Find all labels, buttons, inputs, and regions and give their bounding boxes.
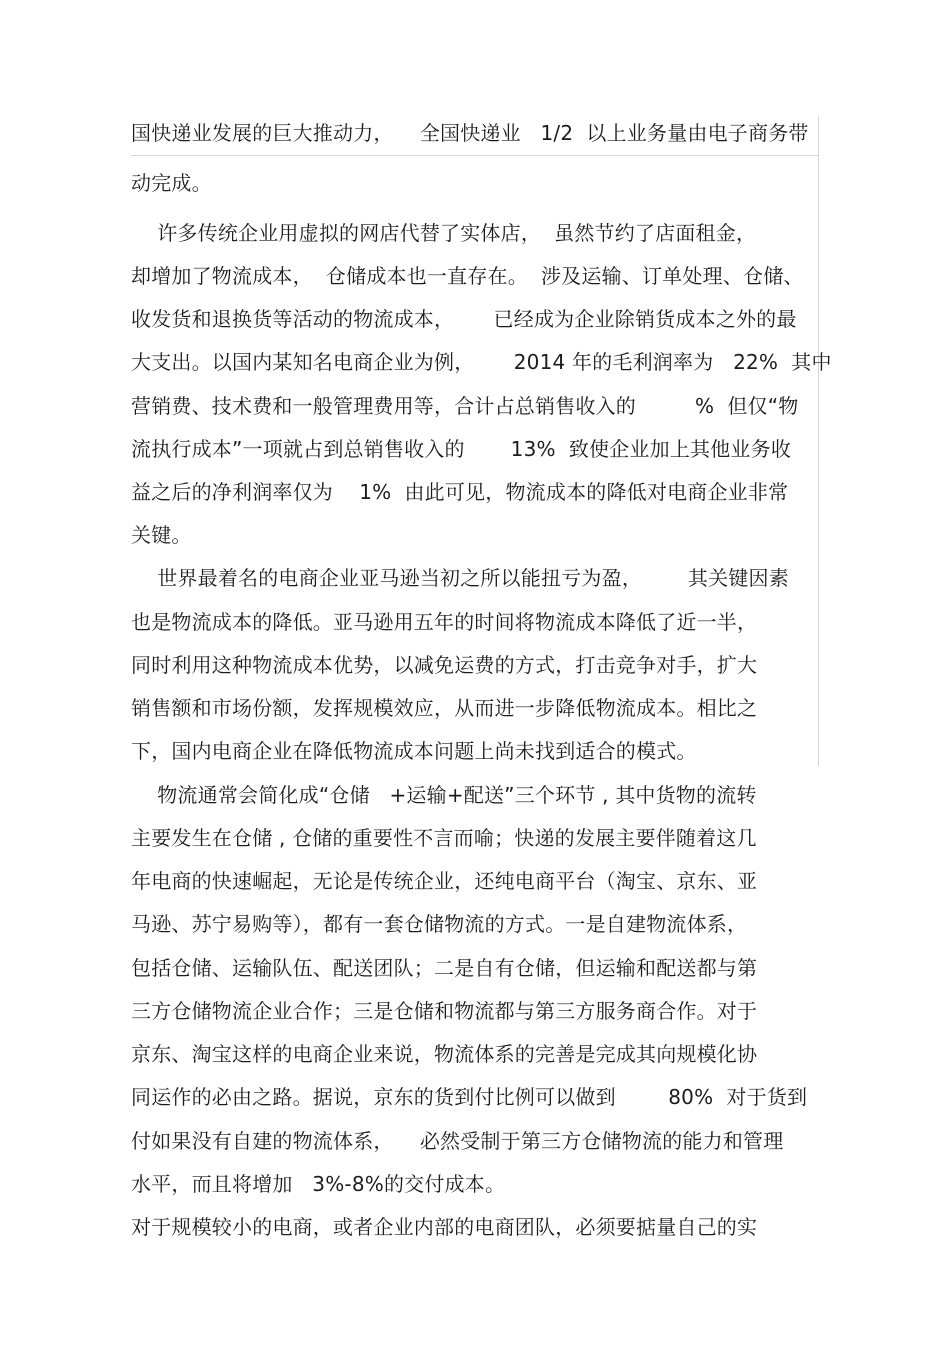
text-line: 付如果没有自建的物流体系， 必然受制于第三方仓储物流的能力和管理 [131, 1129, 784, 1153]
text-line: 世界最着名的电商企业亚马逊当初之所以能扭亏为盈， 其关键因素 [131, 566, 789, 590]
text-line: 销售额和市场份额，发挥规模效应，从而进一步降低物流成本。相比之 [131, 696, 758, 720]
text-line: 流执行成本”一项就占到总销售收入的 13% 致使企业加上其他业务收 [131, 437, 792, 461]
text-line: 下，国内电商企业在降低物流成本问题上尚未找到适合的模式。 [131, 739, 697, 763]
top-rule [131, 155, 819, 156]
text-line: 马逊、苏宁易购等），都有一套仓储物流的方式。一是自建物流体系， [131, 912, 748, 936]
text-line: 年电商的快速崛起，无论是传统企业，还纯电商平台（淘宝、京东、亚 [131, 869, 758, 893]
text-line: 物流通常会简化成“仓储 +运输+配送”三个环节 , 其中货物的流转 [131, 783, 757, 807]
text-line: 营销费、技术费和一般管理费用等，合计占总销售收入的 % 但仅“物 [131, 394, 799, 418]
text-line: 三方仓储物流企业合作；三是仓储和物流都与第三方服务商合作。对于 [131, 999, 758, 1023]
text-line: 大支出。以国内某知名电商企业为例， 2014 年的毛利润率为 22% 其中 [131, 350, 832, 374]
text-line: 动完成。 [131, 171, 212, 195]
text-line: 许多传统企业用虚拟的网店代替了实体店， 虽然节约了店面租金， [131, 221, 757, 245]
text-line: 同时利用这种物流成本优势，以减免运费的方式，打击竞争对手，扩大 [131, 653, 758, 677]
text-line: 益之后的净利润率仅为 1% 由此可见，物流成本的降低对电商企业非常 [131, 480, 789, 504]
text-line: 同运作的必由之路。据说，京东的货到付比例可以做到 80% 对于货到 [131, 1085, 808, 1109]
text-line: 国快递业发展的巨大推动力， 全国快递业 1/2 以上业务量由电子商务带 [131, 121, 809, 145]
text-line: 对于规模较小的电商，或者企业内部的电商团队，必须要掂量自己的实 [131, 1215, 758, 1239]
text-line: 关键。 [131, 523, 192, 547]
text-line: 主要发生在仓储 , 仓储的重要性不言而喻；快递的发展主要伴随着这几 [131, 826, 757, 850]
column-rule [818, 116, 819, 766]
text-line: 也是物流成本的降低。亚马逊用五年的时间将物流成本降低了近一半， [131, 610, 758, 634]
text-line: 水平，而且将增加 3%-8%的交付成本。 [131, 1172, 506, 1196]
text-line: 却增加了物流成本， 仓储成本也一直存在。 涉及运输、订单处理、仓储、 [131, 264, 804, 288]
text-line: 收发货和退换货等活动的物流成本， 已经成为企业除销货成本之外的最 [131, 307, 797, 331]
text-line: 京东、淘宝这样的电商企业来说，物流体系的完善是完成其向规模化协 [131, 1042, 758, 1066]
text-line: 包括仓储、运输队伍、配送团队；二是自有仓储，但运输和配送都与第 [131, 956, 758, 980]
